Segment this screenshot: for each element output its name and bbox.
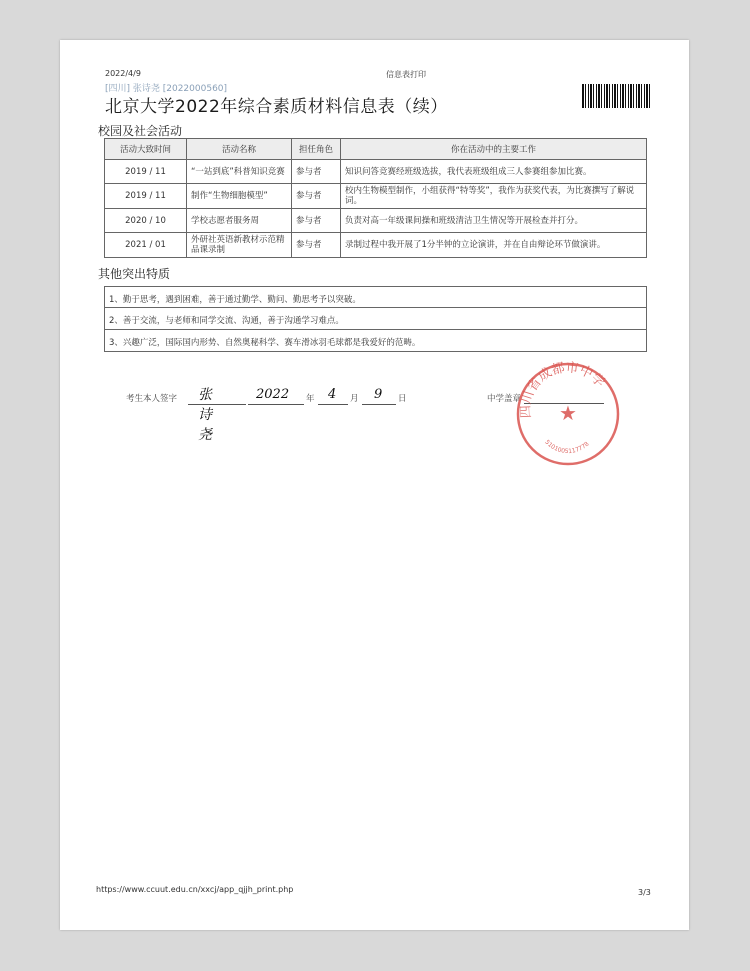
- signature-day: 9: [374, 387, 383, 402]
- table-row: [105, 233, 647, 258]
- footer-url: https://www.ccuut.edu.cn/xxcj/app_qjjh_print.php: [96, 885, 294, 894]
- page-title: 北京大学2022年综合素质材料信息表（续）: [105, 97, 448, 117]
- school-seal-label: 中学盖章: [487, 394, 522, 404]
- row-date: 2021 / 01: [105, 233, 187, 258]
- activities-table: [104, 138, 647, 258]
- table-row: [105, 184, 647, 209]
- seal-number: 5101005117778: [543, 438, 591, 456]
- table-row: [105, 209, 647, 233]
- row-work: 录制过程中我开展了1分半钟的立论演讲，并在自由辩论环节做演讲。: [341, 233, 647, 258]
- row-date: 2020 / 10: [105, 209, 187, 233]
- year-unit: 年: [306, 394, 315, 404]
- handwritten-signature: 张诗尧: [198, 387, 212, 443]
- svg-text:5101005117778: [543, 439, 590, 455]
- page-number: 3/3: [638, 888, 651, 897]
- row-work: 负责对高一年级课间操和班级清洁卫生情况等开展检查并打分。: [341, 209, 647, 233]
- row-role: 参与者: [292, 209, 341, 233]
- signature-year: 2022: [256, 387, 290, 402]
- print-date: 2022/4/9: [105, 69, 141, 78]
- activities-section-title: 校园及社会活动: [98, 124, 183, 138]
- row-activity-name: “一站到底”科普知识竞赛: [187, 160, 292, 184]
- row-role: 参与者: [292, 160, 341, 184]
- school-seal-stamp: [512, 358, 624, 470]
- row-date: 2019 / 11: [105, 160, 187, 184]
- signature-line: [188, 392, 246, 405]
- column-header-work: 你在活动中的主要工作: [341, 139, 647, 160]
- trait-item: 1、勤于思考，遇到困难，善于通过勤学、勤问、勤思考予以突破。: [104, 286, 647, 308]
- table-header-row: [105, 139, 647, 160]
- trait-item: 3、兴趣广泛，国际国内形势、自然奥秘科学、赛车滑冰羽毛球都是我爱好的范畴。: [104, 330, 647, 352]
- row-activity-name: 外研社英语新教材示范精品课录制: [187, 233, 292, 258]
- traits-section-title: 其他突出特质: [98, 267, 171, 281]
- day-unit: 日: [398, 394, 407, 404]
- candidate-tag: [四川] 张诗尧 [2022000560]: [105, 84, 228, 94]
- month-unit: 月: [350, 394, 359, 404]
- print-header-title: 信息表打印: [386, 70, 426, 79]
- signature-month: 4: [328, 387, 337, 402]
- row-role: 参与者: [292, 184, 341, 209]
- row-work: 知识问答竞赛经班级选拔，我代表班级组成三人参赛组参加比赛。: [341, 160, 647, 184]
- row-date: 2019 / 11: [105, 184, 187, 209]
- svg-text:★: ★: [559, 401, 577, 425]
- traits-list: [104, 286, 647, 352]
- row-work: 校内生物模型制作，小组获得“特等奖”，我作为获奖代表，为比赛撰写了解说词。: [341, 184, 647, 209]
- table-row: [105, 160, 647, 184]
- column-header-role: 担任角色: [292, 139, 341, 160]
- seal-text: 四川省成都市中学: [518, 360, 608, 419]
- trait-item: 2、善于交流，与老师和同学交流、沟通，善于沟通学习难点。: [104, 308, 647, 330]
- document-page: [60, 40, 689, 930]
- barcode: [582, 84, 650, 108]
- column-header-date: 活动大致时间: [105, 139, 187, 160]
- row-role: 参与者: [292, 233, 341, 258]
- row-activity-name: 学校志愿者服务周: [187, 209, 292, 233]
- column-header-name: 活动名称: [187, 139, 292, 160]
- row-activity-name: 制作“生物细胞模型”: [187, 184, 292, 209]
- signature-label: 考生本人签字: [126, 394, 178, 404]
